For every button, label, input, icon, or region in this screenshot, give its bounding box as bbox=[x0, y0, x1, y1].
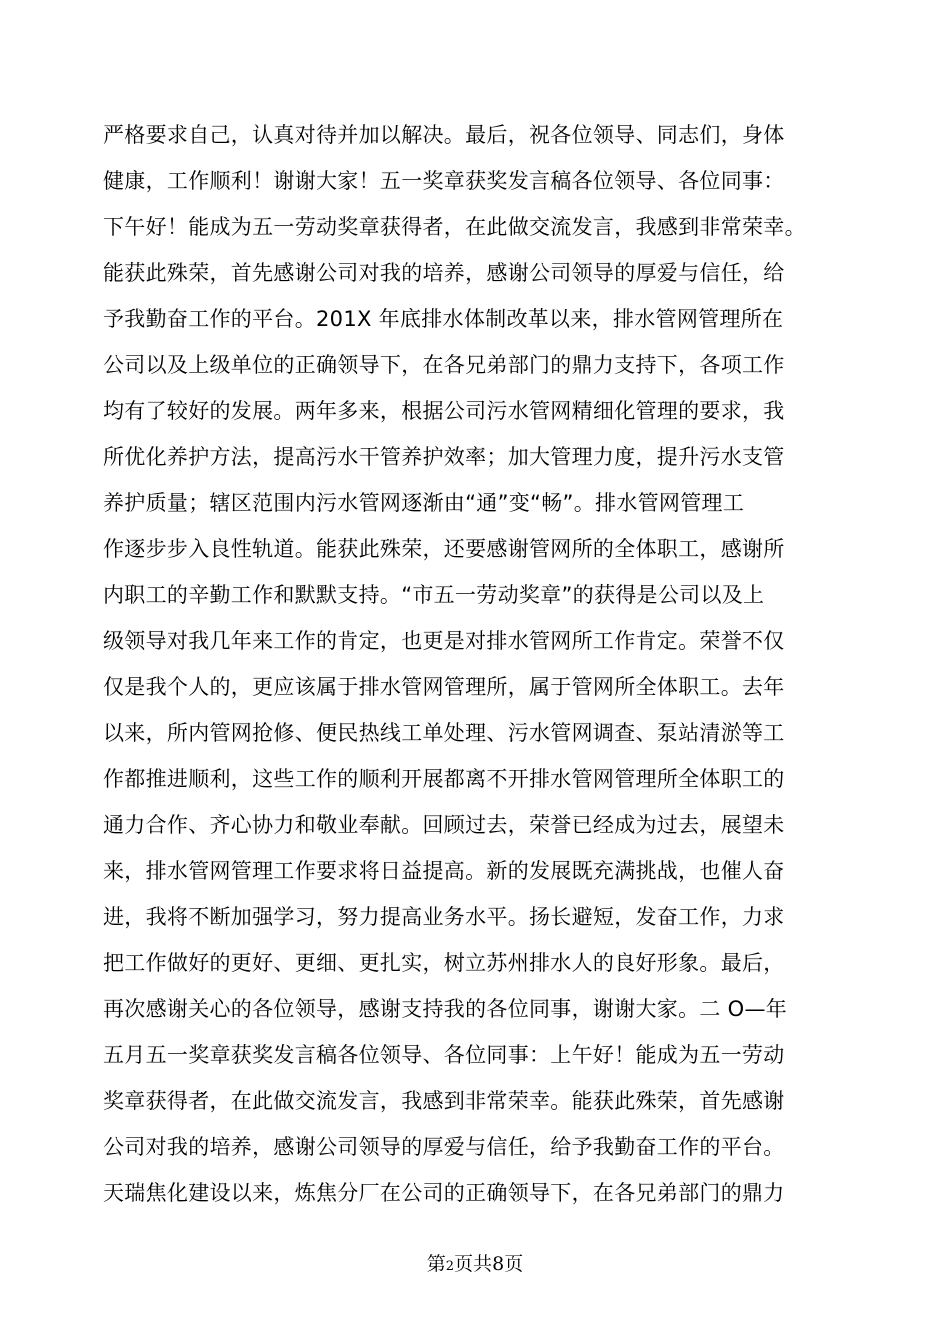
text-line: 公司对我的培养，感谢公司领导的厚爱与信任，给予我勤奋工作的平台。 bbox=[103, 1135, 785, 1159]
text-line: 天瑞焦化建设以来，炼焦分厂在公司的正确领导下，在各兄弟部门的鼎力 bbox=[103, 1181, 785, 1205]
text-line: 来，排水管网管理工作要求将日益提高。新的发展既充满挑战，也催人奋 bbox=[103, 859, 785, 883]
text-line: 均有了较好的发展。两年多来，根据公司污水管网精细化管理的要求，我 bbox=[103, 399, 785, 423]
text-line: 通力合作、齐心协力和敬业奉献。回顾过去，荣誉已经成为过去，展望未 bbox=[103, 813, 785, 837]
text-line: 作逐步步入良性轨道。能获此殊荣，还要感谢管网所的全体职工，感谢所 bbox=[103, 537, 785, 561]
footer-suffix: 页 bbox=[504, 1253, 524, 1275]
text-line: 予我勤奋工作的平台。201X 年底排水体制改革以来，排水管网管理所在 bbox=[103, 307, 784, 331]
footer-prefix: 第 bbox=[426, 1253, 446, 1275]
total-pages: 8 bbox=[492, 1253, 505, 1275]
text-line: 仅是我个人的，更应该属于排水管网管理所，属于管网所全体职工。去年 bbox=[103, 675, 785, 699]
text-line: 奖章获得者，在此做交流发言，我感到非常荣幸。能获此殊荣，首先感谢 bbox=[103, 1089, 785, 1113]
page-number: 2 bbox=[445, 1259, 455, 1274]
text-line: 把工作做好的更好、更细、更扎实，树立苏州排水人的良好形象。最后， bbox=[103, 951, 785, 975]
text-line: 作都推进顺利，这些工作的顺利开展都离不开排水管网管理所全体职工的 bbox=[103, 767, 785, 791]
text-line: 健康，工作顺利！谢谢大家！五一奖章获奖发言稿各位领导、各位同事： bbox=[103, 169, 785, 193]
text-line: 再次感谢关心的各位领导，感谢支持我的各位同事，谢谢大家。二 O—年 bbox=[103, 997, 788, 1021]
text-line: 养护质量；辖区范围内污水管网逐渐由“通”变“畅”。排水管网管理工 bbox=[103, 491, 745, 515]
body-text bbox=[103, 112, 863, 1216]
page-footer bbox=[0, 1252, 950, 1279]
text-line: 内职工的辛勤工作和默默支持。“市五一劳动奖章”的获得是公司以及上 bbox=[103, 583, 765, 607]
text-line: 进，我将不断加强学习，努力提高业务水平。扬长避短，发奋工作，力求 bbox=[103, 905, 785, 929]
text-line: 以来，所内管网抢修、便民热线工单处理、污水管网调查、泵站清淤等工 bbox=[103, 721, 785, 745]
text-line: 所优化养护方法，提高污水干管养护效率；加大管理力度，提升污水支管 bbox=[103, 445, 785, 469]
text-line: 公司以及上级单位的正确领导下，在各兄弟部门的鼎力支持下，各项工作 bbox=[103, 353, 785, 377]
text-line: 严格要求自己，认真对待并加以解决。最后，祝各位领导、同志们，身体 bbox=[103, 123, 785, 147]
text-line: 能获此殊荣，首先感谢公司对我的培养，感谢公司领导的厚爱与信任，给 bbox=[103, 261, 785, 285]
text-line: 级领导对我几年来工作的肯定，也更是对排水管网所工作肯定。荣誉不仅 bbox=[103, 629, 785, 653]
text-line: 下午好！能成为五一劳动奖章获得者，在此做交流发言，我感到非常荣幸。 bbox=[103, 215, 806, 239]
text-line: 五月五一奖章获奖发言稿各位领导、各位同事：上午好！能成为五一劳动 bbox=[103, 1043, 785, 1067]
footer-middle: 页共 bbox=[454, 1253, 493, 1275]
